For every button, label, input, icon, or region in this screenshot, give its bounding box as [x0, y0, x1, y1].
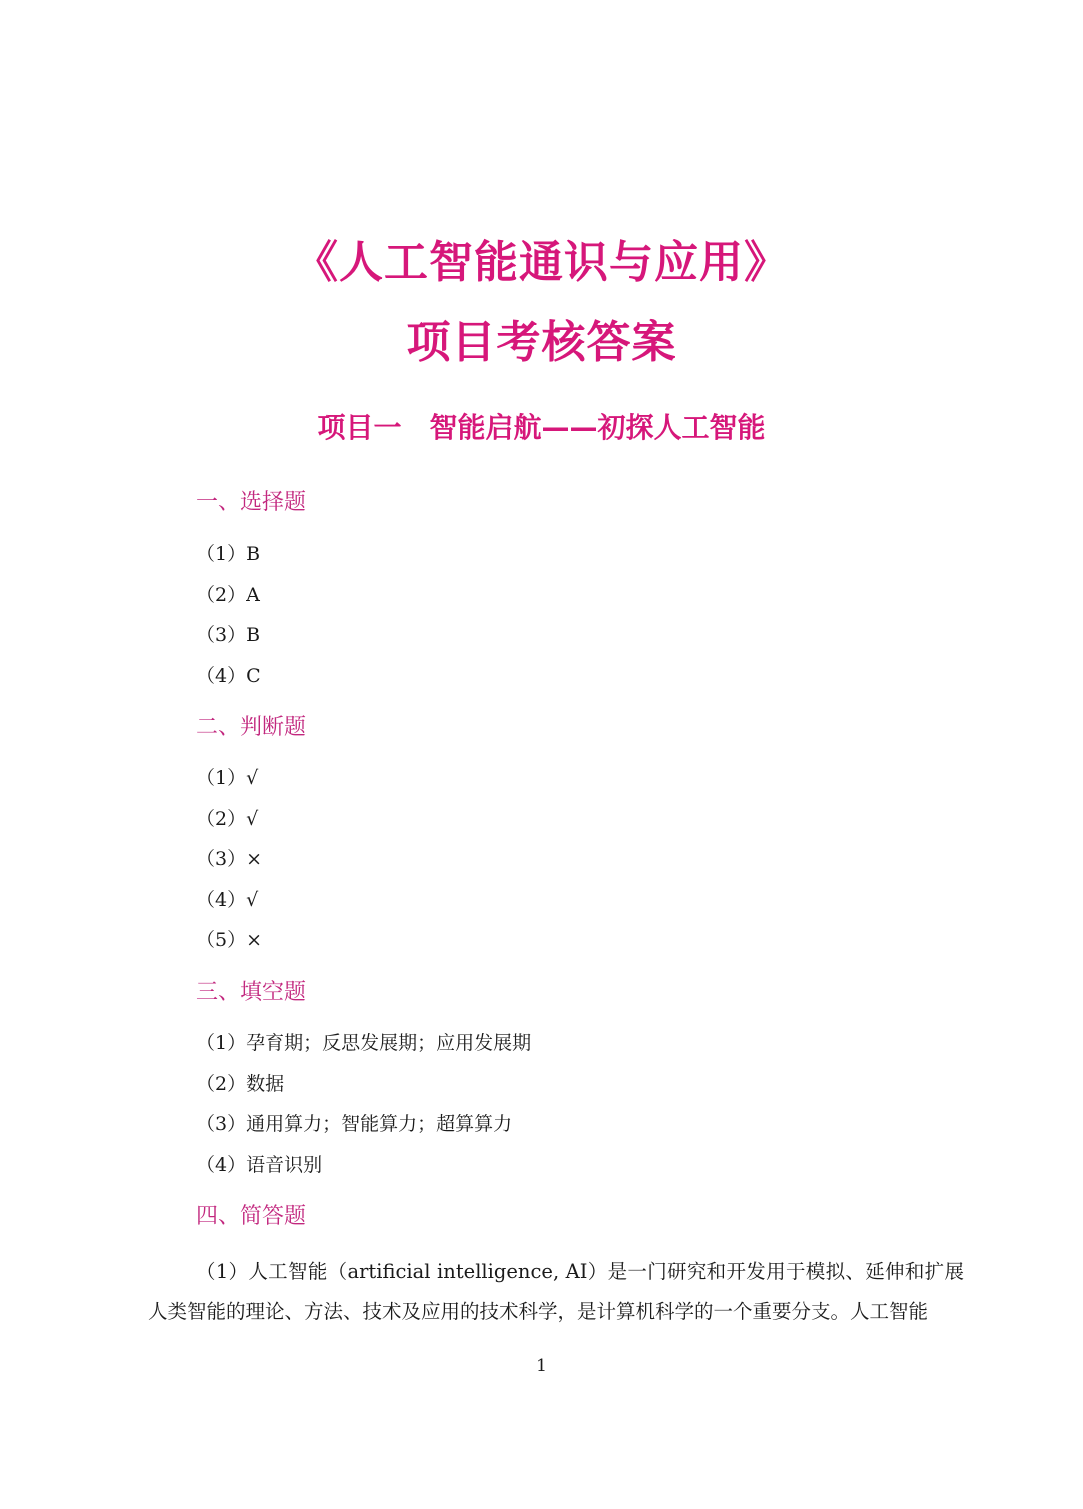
answer-item: （2）√ [196, 808, 259, 830]
answer-item: （4）语音识别 [196, 1154, 323, 1176]
answer-item: （4）C [196, 665, 261, 687]
answer-item: （1）孕育期；反思发展期；应用发展期 [196, 1032, 532, 1054]
answer-item: （2）A [196, 584, 260, 606]
book-title: 《人工智能通识与应用》 [294, 237, 789, 288]
section-heading-short-answer: 四、简答题 [196, 1204, 307, 1229]
page-number: 1 [536, 1356, 547, 1376]
answer-item: （3）B [196, 624, 261, 646]
section-heading-fill-in-blank: 三、填空题 [196, 980, 307, 1005]
answer-item: （3）通用算力；智能算力；超算算力 [196, 1113, 513, 1135]
short-answer-paragraph: （1）人工智能（artificial intelligence, AI）是一门研究和开发用于模拟、延伸和扩展人类智能的理论、方法、技术及应用的技术科学，是计算机科学的一个重要分支。人工智能 [148, 1260, 964, 1323]
answer-item: （1）B [196, 543, 261, 565]
answer-item: （4）√ [196, 889, 259, 911]
section-heading-true-false: 二、判断题 [196, 715, 307, 740]
answer-item: （3）× [196, 848, 263, 870]
answer-item: （2）数据 [196, 1073, 285, 1095]
answer-key-title: 项目考核答案 [406, 317, 677, 368]
section-heading-multiple-choice: 一、选择题 [196, 490, 307, 515]
answer-item: （1）√ [196, 767, 259, 789]
answer-item: （5）× [196, 929, 263, 951]
chapter-title: 项目一 智能启航——初探人工智能 [317, 411, 766, 444]
